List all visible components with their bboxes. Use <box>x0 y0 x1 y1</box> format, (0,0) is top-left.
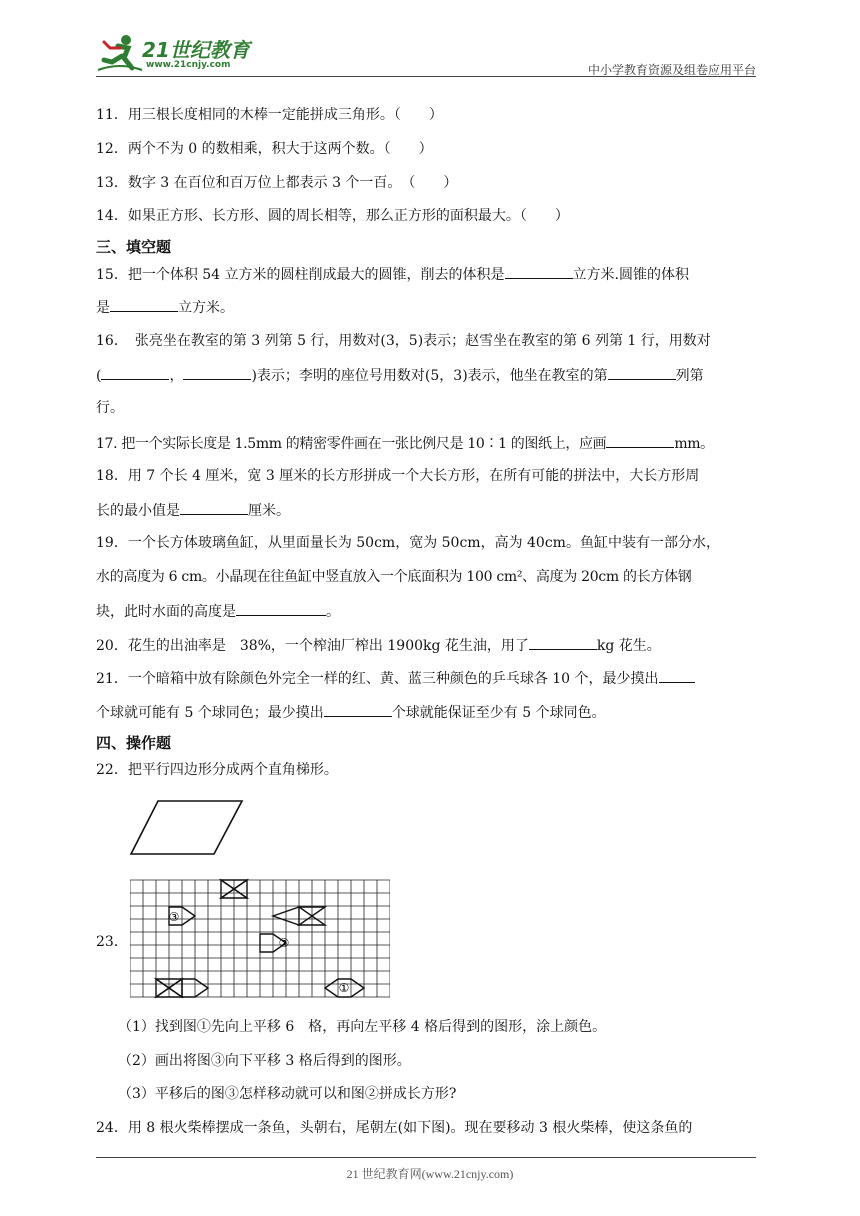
question-19-line3 <box>96 601 340 622</box>
q15-text-d: 立方米。 <box>178 300 234 316</box>
q17-text-a: 17. 把一个实际长度是 1.5mm 的精密零件画在一张比例尺是 10∶1 的图纸上，应画 <box>96 436 607 452</box>
question-22: 22．把平行四边形分成两个直角梯形。 <box>96 762 338 778</box>
q17-text-b: mm。 <box>674 436 714 452</box>
q16-text-c: ， <box>169 368 184 384</box>
figure-1-label: ① <box>338 981 350 995</box>
question-19-line2: 水的高度为 6 cm。小晶现在往鱼缸中竖直放入一个底面积为 100 cm²、高度为 20cm 的长方体钢 <box>96 569 692 585</box>
question-16-line3: 行。 <box>96 400 124 416</box>
q15-blank-2[interactable] <box>110 297 178 312</box>
logo-url: www.21cnjy.com <box>146 60 231 70</box>
question-21-line2 <box>96 702 606 723</box>
q18-text-b: 长的最小值是 <box>96 503 180 519</box>
q21-text-a: 21．一个暗箱中放有除颜色外完全一样的红、黄、蓝三种颜色的乒乓球各 10 个，最少摸出 <box>96 671 659 687</box>
question-15-line2 <box>96 297 234 318</box>
figure-3-label: ③ <box>168 910 180 924</box>
q20-text-b: kg 花生。 <box>596 638 661 654</box>
question-18-line1: 18．用 7 个长 4 厘米，宽 3 厘米的长方形拼成一个大长方形，在所有可能的拼法中，大长方形周 <box>96 468 700 484</box>
header-rule <box>96 76 756 77</box>
q20-blank[interactable] <box>529 635 597 650</box>
q16-text-e: 列第 <box>675 368 704 384</box>
q21-text-c: 个球就能保证至少有 5 个球同色。 <box>391 705 606 721</box>
figure-2-label: ② <box>278 936 290 950</box>
translation-grid <box>130 878 390 1006</box>
header-platform-text: 中小学教育资源及组卷应用平台 <box>587 63 756 77</box>
footer-text: 21 世纪教育网(www.21cnjy.com) <box>346 1167 514 1181</box>
question-13: 13．数字 3 在百位和百万位上都表示 3 个一百。 （ ） <box>96 175 458 191</box>
q15-text-c: 是 <box>96 300 110 316</box>
question-18-line2 <box>96 500 290 521</box>
q21-blank-2[interactable] <box>324 702 392 717</box>
q16-text-d: )表示；李明的座位号用数对(5，3)表示，他坐在教室的第 <box>251 368 608 384</box>
q18-text-c: 厘米。 <box>248 503 290 519</box>
question-20 <box>96 635 661 656</box>
q15-text-b: 立方米.圆锥的体积 <box>572 267 689 283</box>
question-23-part3: （3）平移后的图③怎样移动就可以和图②拼成长方形? <box>118 1086 457 1102</box>
logo-title: 21世纪教育 <box>142 38 250 62</box>
parallelogram-figure <box>128 798 248 858</box>
q19-text-d: 。 <box>326 604 340 620</box>
question-23-part2: （2）画出将图③向下平移 3 格后得到的图形。 <box>118 1053 411 1069</box>
question-21-line1 <box>96 668 695 689</box>
q18-blank[interactable] <box>180 500 248 515</box>
q19-blank[interactable] <box>236 601 326 616</box>
question-19-line1: 19．一个长方体玻璃鱼缸，从里面量长为 50cm，宽为 50cm，高为 40cm。鱼缸中装有一部分水， <box>96 535 720 551</box>
section-operation-heading: 四、操作题 <box>96 734 172 752</box>
q19-text-c: 块，此时水面的高度是 <box>96 604 236 620</box>
question-12: 12．两个不为 0 的数相乘，积大于这两个数。（ ） <box>96 141 433 157</box>
question-23-number: 23． <box>96 934 128 950</box>
q17-blank[interactable] <box>606 433 674 448</box>
question-16-line2 <box>96 365 704 386</box>
q15-blank-1[interactable] <box>505 264 573 279</box>
q16-blank-3[interactable] <box>608 365 676 380</box>
q16-blank-1[interactable] <box>101 365 169 380</box>
q20-text-a: 20．花生的出油率是 38%，一个榨油厂榨出 1900kg 花生油，用了 <box>96 638 529 654</box>
q15-text-a: 15．把一个体积 54 立方米的圆柱削成最大的圆锥，削去的体积是 <box>96 267 505 283</box>
q21-text-b: 个球就可能有 5 个球同色；最少摸出 <box>96 705 324 721</box>
logo-runner-icon <box>96 34 144 72</box>
question-15-line1 <box>96 264 689 285</box>
question-17 <box>96 433 714 454</box>
question-24: 24．用 8 根火柴棒摆成一条鱼，头朝右，尾朝左(如下图)。现在要移动 3 根火柴棒，使这条鱼的 <box>96 1120 693 1136</box>
q21-blank-1[interactable] <box>659 668 695 683</box>
section-fill-blank-heading: 三、填空题 <box>96 238 172 256</box>
header <box>96 28 760 78</box>
q16-blank-2[interactable] <box>183 365 251 380</box>
q16-text-b: ( <box>96 368 102 384</box>
question-14: 14．如果正方形、长方形、圆的周长相等，那么正方形的面积最大。（ ） <box>96 208 569 224</box>
question-16-line1: 16． 张亮坐在教室的第 3 列第 5 行，用数对(3，5)表示；赵雪坐在教室的第 6 列第 1 行，用数对 <box>96 333 711 349</box>
footer-rule <box>96 1157 756 1158</box>
question-11: 11．用三根长度相同的木棒一定能拼成三角形。（ ） <box>96 107 443 123</box>
question-23-part1: （1）找到图①先向上平移 6 格，再向左平移 4 格后得到的图形，涂上颜色。 <box>118 1019 607 1035</box>
